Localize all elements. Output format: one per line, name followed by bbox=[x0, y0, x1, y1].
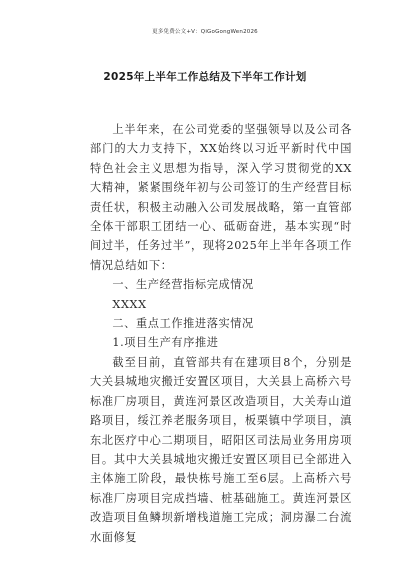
section-heading-1: 一、生产经营指标完成情况 bbox=[112, 278, 254, 292]
section-heading-2: 二、重点工作推进落实情况 bbox=[112, 317, 254, 331]
document-body bbox=[90, 120, 352, 547]
header-note: 更多免费公文+V：QiGoGongWen2026 bbox=[152, 29, 258, 35]
project-progress-paragraph: 截至目前，直管部共有在建项目8个，分别是大关县城地灾搬迁安置区项目，大关县上高桥六号标准厂房项目，黄连河景区改造项目，大关寿山道路项目，绥江养老服务项目，板栗镇中学项目，滇东北医疗中心二期项目，昭阳区司法局业务用房项目。其中大关县城地灾搬迁安置区项目已全部进入主体施工阶段，最快栋号施工至6层。上高桥六号标准厂房项目完成挡墙、桩基础施工。黄连河景区改造项目鱼鳞坝新增栈道施工完成；洞房瀑二台流水面修复 bbox=[90, 355, 352, 544]
placeholder-text: XXXX bbox=[112, 297, 147, 311]
intro-paragraph: 上半年来，在公司党委的坚强领导以及公司各部门的大力支持下，XX始终以习近平新时代中国特色社会主义思想为指导，深入学习贯彻党的XX大精神，紧紧围绕年初与公司签订的生产经营目标责任状，积极主动融入公司发展战略，第一直管部全体干部职工团结一心、砥砺奋进，基本实现“时间过半，任务过半”，现将2025年上半年各项工作情况总结如下： bbox=[90, 123, 352, 272]
document-title: 2025年上半年工作总结及下半年工作计划 bbox=[103, 71, 307, 83]
subsection-heading-1: 1.项目生产有序推进 bbox=[112, 336, 219, 350]
